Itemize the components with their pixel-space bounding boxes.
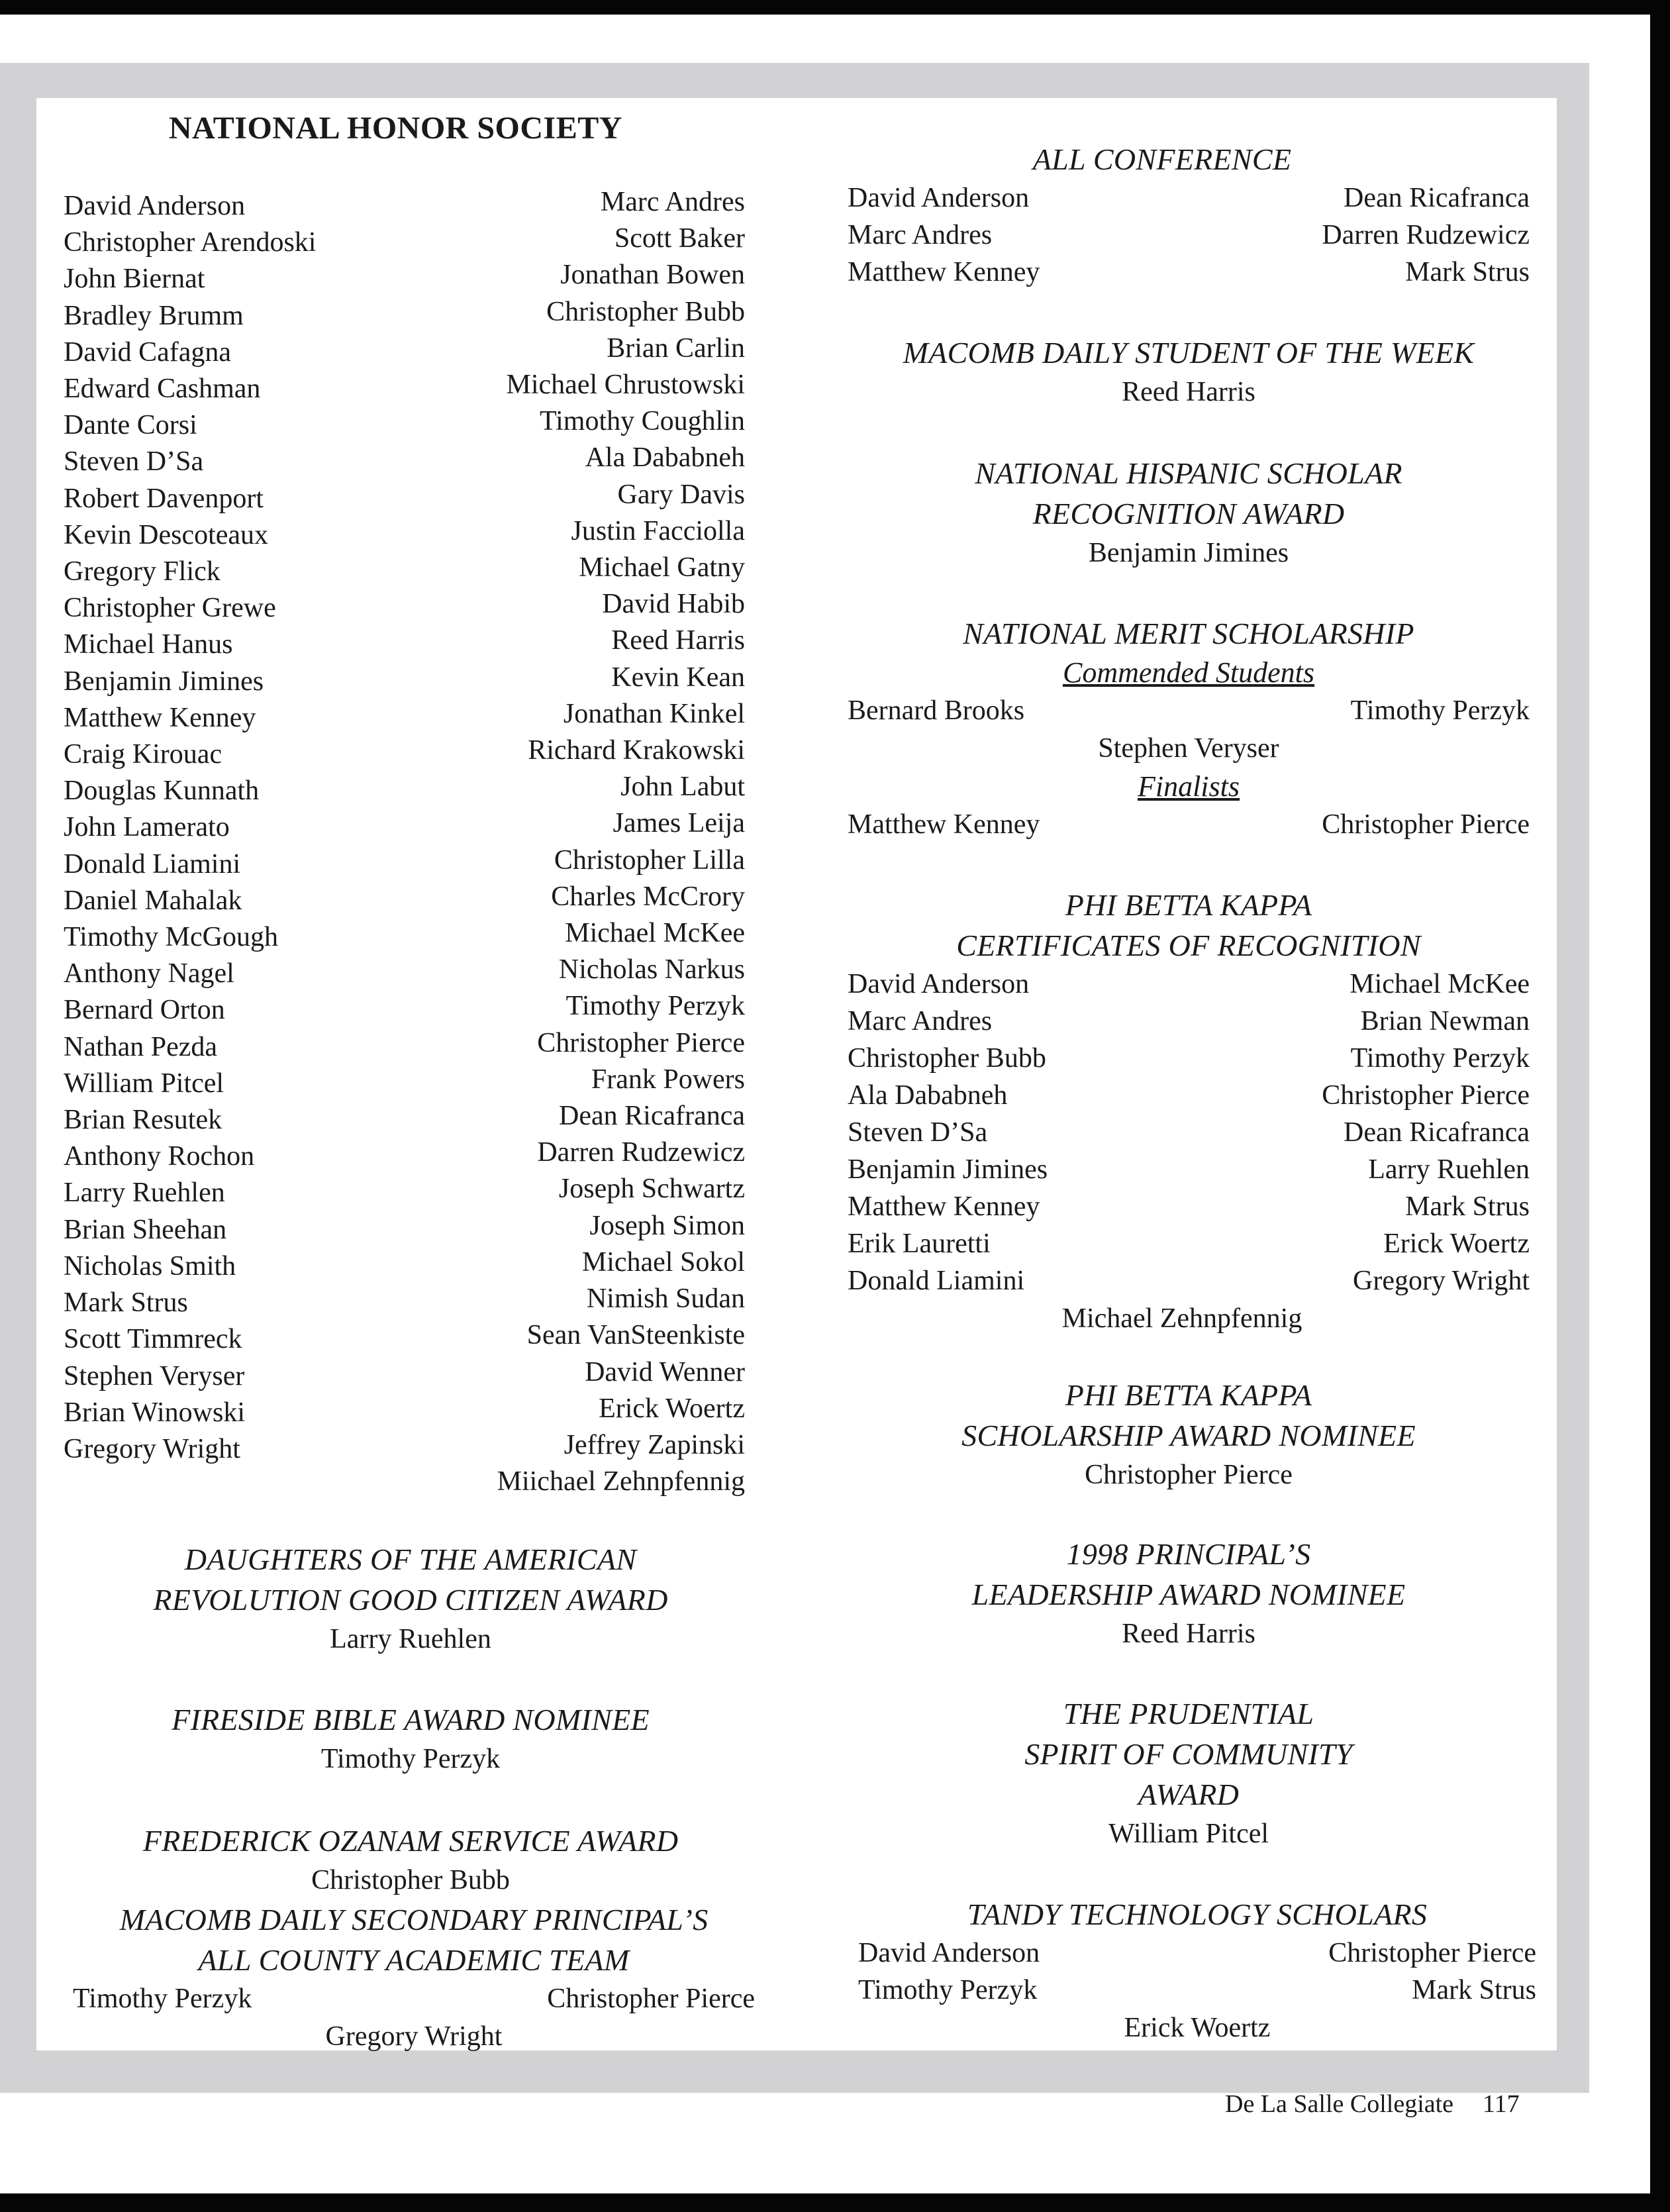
honor-member-name: Miichael Zehnpfennig [497,1466,745,1497]
honor-member-name: Sean VanSteenkiste [526,1320,745,1351]
award-title: THE PRUDENTIAL [1063,1697,1314,1731]
honor-member-name: Michael Chrustowski [506,370,745,401]
honor-member-name: Reed Harris [611,625,745,656]
recipient-pair [848,1225,1530,1262]
honor-member-name: Christopher Grewe [64,593,276,624]
national-merit-award [848,613,1530,843]
award-title: PHI BETTA KAPPA [1065,888,1312,922]
honor-member-name: Christopher Pierce [537,1027,745,1058]
honor-society-heading: NATIONAL HONOR SOCIETY [169,111,622,146]
award-title: REVOLUTION GOOD CITIZEN AWARD [153,1583,668,1617]
honor-member-name: Erick Woertz [599,1393,745,1424]
recipient-rows [848,179,1530,291]
honor-member-name: Joseph Schwartz [558,1174,745,1205]
award-title: TANDY TECHNOLOGY SCHOLARS [967,1897,1428,1931]
honor-member-name: Dean Ricafranca [559,1101,745,1132]
honor-member-name: Jeffrey Zapinski [564,1429,745,1460]
award-recipient: Michael McKee [1350,969,1530,999]
honor-member-name: Michael Hanus [64,629,233,660]
macomb-principal-award [73,1899,755,2056]
honor-society-right-column [424,184,745,1500]
pbk-nominee-award [848,1375,1530,1494]
honor-member-name: Nimish Sudan [586,1283,745,1315]
honor-member-name: Mark Strus [64,1287,188,1319]
honor-society-left-column [64,188,474,1468]
tandy-award [858,1894,1536,2047]
prudential-award [848,1693,1530,1853]
honor-member-name: Anthony Rochon [64,1141,255,1172]
recipient-pair [848,1151,1530,1188]
scan-right-edge [1650,0,1670,2212]
honor-member-name: Steven D’Sa [64,446,204,478]
honor-member-name: Nicholas Narkus [558,954,745,985]
recipient-pair [848,1040,1530,1077]
award-recipient: Erick Woertz [1124,2013,1271,2043]
award-recipient: Larry Ruehlen [1368,1154,1530,1185]
honor-member-name: Craig Kirouac [64,739,222,770]
school-name: De La Salle Collegiate [1225,2090,1454,2118]
honor-member-name: Brian Sheehan [64,1214,227,1245]
page-footer [1225,2089,1520,2119]
award-title: 1998 PRINCIPAL’S [1066,1537,1311,1571]
award-recipient: Michael Zehnpfennig [1061,1303,1302,1334]
award-recipient: Marc Andres [848,220,993,250]
award-recipient: Benjamin Jimines [848,1154,1048,1185]
award-title: NATIONAL MERIT SCHOLARSHIP [963,617,1414,650]
award-recipient: David Anderson [848,969,1030,999]
honor-member-name: Justin Facciolla [571,515,745,546]
honor-member-name: Matthew Kenney [64,702,256,733]
award-recipient: Donald Liamini [848,1266,1025,1296]
scan-top-edge [0,0,1670,15]
scan-bottom-edge [0,2193,1670,2212]
fireside-award [63,1699,758,1778]
award-recipient: Darren Rudzewicz [1322,220,1530,250]
honor-member-name: Scott Timmreck [64,1324,242,1355]
honor-member-name: Douglas Kunnath [64,776,260,807]
honor-member-name: David Wenner [585,1356,745,1387]
award-recipient: Matthew Kenney [848,1191,1040,1222]
honor-member-name: Scott Baker [614,223,745,254]
recipient-pair [848,1077,1530,1114]
honor-member-name: John Lamerato [64,812,230,843]
recipient-pair [73,1980,755,2017]
award-recipient: Timothy Perzyk [320,1744,501,1774]
recipient-pair [848,806,1530,843]
award-recipient: Christopher Pierce [1322,1080,1530,1111]
award-title: ALL CONFERENCE [1032,142,1292,176]
honor-member-name: Benjamin Jimines [64,666,264,697]
award-recipient: Dean Ricafranca [1344,183,1530,213]
honor-member-name: Timothy Coughlin [539,406,745,437]
honor-member-name: William Pitcel [64,1068,224,1099]
honor-member-name: Christopher Lilla [554,844,745,876]
award-recipient: Mark Strus [1412,1975,1536,2005]
honor-member-name: Christopher Arendoski [64,227,317,258]
award-title: CERTIFICATES OF RECOGNITION [956,929,1421,962]
honor-member-name: David Anderson [64,191,246,221]
principal-leadership-award [848,1534,1530,1653]
honor-member-name: Michael Gatny [579,552,745,583]
award-recipient: Christopher Pierce [547,1984,755,2014]
dar-award [63,1539,758,1658]
honor-member-name: Bradley Brumm [64,300,244,331]
honor-member-name: Brian Resutek [64,1105,222,1136]
honor-member-name: John Labut [620,772,745,803]
honor-member-name: Timothy Perzyk [565,991,745,1022]
award-title: RECOGNITION AWARD [1032,497,1345,530]
recipient-pair [848,179,1530,217]
recipient-pair [848,1003,1530,1040]
award-recipient: Erick Woertz [1383,1229,1530,1259]
award-title: MACOMB DAILY STUDENT OF THE WEEK [903,336,1475,370]
award-recipient: Gregory Wright [1353,1266,1530,1296]
honor-member-name: Bernard Orton [64,995,225,1026]
recipient-rows [848,966,1530,1299]
honor-member-name: Joseph Simon [589,1210,745,1241]
award-recipient: Stephen Veryser [1098,733,1279,764]
award-recipient: Timothy Perzyk [1350,695,1530,726]
honor-member-name: Ala Dababneh [585,442,745,474]
honor-member-name: Frank Powers [591,1064,745,1095]
honor-member-name: Kevin Kean [611,662,745,693]
award-recipient: Ala Dababneh [848,1080,1008,1111]
page-number: 117 [1483,2090,1520,2118]
honor-member-name: Edward Cashman [64,374,261,405]
award-title: FIRESIDE BIBLE AWARD NOMINEE [172,1703,650,1736]
award-recipient: Timothy Perzyk [858,1975,1038,2005]
award-title: DAUGHTERS OF THE AMERICAN [184,1542,637,1576]
recipient-rows [858,1935,1536,2009]
honor-member-name: Timothy McGough [64,922,279,953]
honor-member-name: Brian Winowski [64,1397,246,1428]
award-title: NATIONAL HISPANIC SCHOLAR [975,456,1402,490]
honor-member-name: Nathan Pezda [64,1031,218,1062]
award-recipient: Gregory Wright [325,2021,503,2052]
hispanic-scholar-award [848,453,1530,572]
honor-member-name: Gregory Wright [64,1433,240,1464]
honor-member-name: Daniel Mahalak [64,885,242,916]
ozanam-award [63,1821,758,1899]
award-recipient: Matthew Kenney [848,809,1040,840]
award-recipient: Timothy Perzyk [73,1984,252,2014]
award-title: AWARD [1138,1778,1240,1811]
macomb-student-award [848,332,1530,411]
award-title: FREDERICK OZANAM SERVICE AWARD [142,1824,679,1858]
award-recipient: Marc Andres [848,1006,993,1036]
award-recipient: Mark Strus [1405,257,1530,287]
honor-member-name: Marc Andres [600,187,745,217]
award-title: PHI BETTA KAPPA [1065,1378,1312,1412]
honor-member-name: John Biernat [64,264,205,295]
recipient-pair [848,1188,1530,1225]
recipient-pair [858,1972,1536,2009]
award-recipient: William Pitcel [1108,1819,1269,1849]
finalists-label: Finalists [1137,770,1240,803]
award-recipient: Benjamin Jimines [1088,538,1289,568]
honor-member-name: Darren Rudzewicz [537,1137,745,1168]
honor-member-name: David Cafagna [64,336,232,368]
recipient-pair [848,1114,1530,1151]
honor-member-name: Donald Liamini [64,848,241,880]
honor-member-name: Gregory Flick [64,556,221,587]
honor-member-name: Gary Davis [617,479,745,510]
award-recipient: Mark Strus [1405,1191,1530,1222]
honor-member-name: Michael McKee [565,918,745,949]
award-recipient: Steven D’Sa [848,1117,988,1148]
honor-member-name: Brian Carlin [607,332,745,364]
recipient-pair [848,217,1530,254]
honor-member-name: David Habib [602,589,745,620]
award-recipient: Christopher Bubb [848,1043,1046,1074]
award-recipient: David Anderson [858,1938,1040,1968]
award-recipient: Christopher Pierce [1328,1938,1536,1968]
recipient-pair [848,692,1530,729]
recipient-pair [858,1935,1536,1972]
honor-member-name: Charles McCrory [551,881,745,912]
award-title: MACOMB DAILY SECONDARY PRINCIPAL’S [119,1903,709,1936]
honor-member-name: Jonathan Bowen [560,260,745,291]
award-recipient: Erik Lauretti [848,1229,991,1259]
award-title: SPIRIT OF COMMUNITY [1024,1737,1353,1771]
award-recipient: Reed Harris [1122,1619,1255,1649]
honor-member-name: Anthony Nagel [64,958,234,989]
all-conference-award [848,139,1530,291]
honor-member-name: Richard Krakowski [528,735,745,766]
pbk-certificates-award [848,885,1530,1338]
award-recipient: Brian Newman [1360,1006,1530,1036]
honor-member-name: Larry Ruehlen [64,1178,225,1209]
award-recipient: Timothy Perzyk [1350,1043,1530,1074]
recipient-pair [848,1262,1530,1299]
honor-member-name: Jonathan Kinkel [563,698,745,729]
honor-member-name: Michael Sokol [581,1246,745,1278]
award-recipient: Dean Ricafranca [1344,1117,1530,1148]
honor-member-name: Kevin Descoteaux [64,519,269,550]
honor-member-name: James Leija [613,808,745,839]
award-title: SCHOLARSHIP AWARD NOMINEE [961,1419,1416,1452]
award-recipient: Christopher Bubb [311,1865,510,1895]
commended-label: Commended Students [1062,656,1315,689]
recipient-pair [848,966,1530,1003]
award-recipient: Larry Ruehlen [330,1624,491,1654]
honor-member-name: Nicholas Smith [64,1250,236,1282]
honor-member-name: Christopher Bubb [546,296,745,327]
award-title: ALL COUNTY ACADEMIC TEAM [198,1943,630,1977]
honor-member-name: Robert Davenport [64,483,264,514]
recipient-pair [848,254,1530,291]
award-recipient: Reed Harris [1122,377,1255,407]
award-recipient: Matthew Kenney [848,257,1040,287]
award-recipient: Bernard Brooks [848,695,1025,726]
award-recipient: Christopher Pierce [1322,809,1530,840]
award-recipient: David Anderson [848,183,1030,213]
honor-member-name: Stephen Veryser [64,1360,245,1391]
award-recipient: Christopher Pierce [1085,1460,1293,1490]
honor-member-name: Dante Corsi [64,410,197,441]
award-title: LEADERSHIP AWARD NOMINEE [971,1578,1406,1611]
